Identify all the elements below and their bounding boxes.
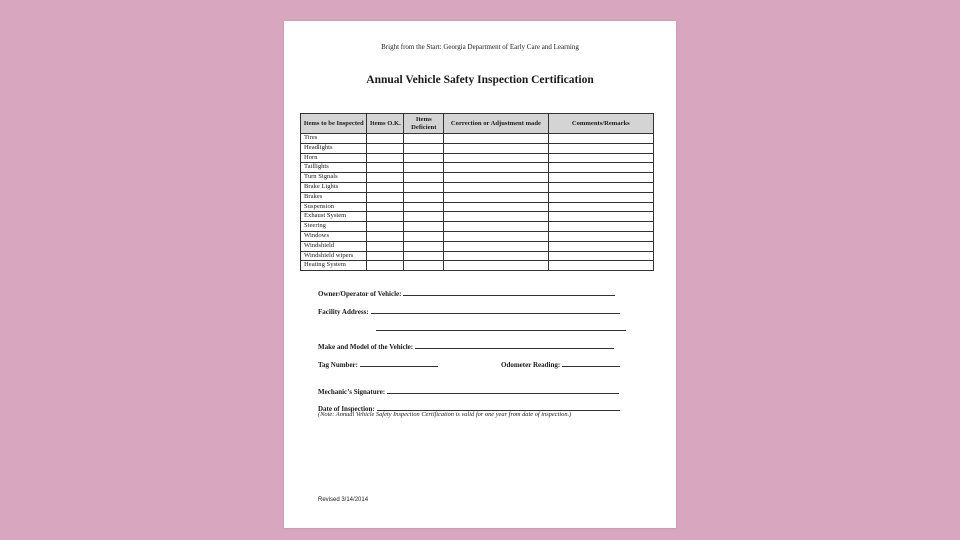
correction-cell[interactable] [444, 173, 548, 183]
inspection-item-label: Windshield wipers [301, 251, 367, 261]
inspection-item-label: Taillights [301, 163, 367, 173]
ok-cell[interactable] [367, 153, 404, 163]
comments-cell[interactable] [548, 251, 653, 261]
inspection-item-label: Brake Lights [301, 182, 367, 192]
deficient-cell[interactable] [404, 251, 444, 261]
table-row [301, 212, 654, 222]
comments-cell[interactable] [548, 173, 653, 183]
ok-cell[interactable] [367, 173, 404, 183]
correction-cell[interactable] [444, 143, 548, 153]
table-row [301, 251, 654, 261]
deficient-cell[interactable] [404, 163, 444, 173]
column-header-comments: Comments/Remarks [548, 114, 653, 134]
tag-input-line[interactable] [360, 359, 438, 367]
deficient-cell[interactable] [404, 192, 444, 202]
ok-cell[interactable] [367, 251, 404, 261]
table-row [301, 231, 654, 241]
ok-cell[interactable] [367, 231, 404, 241]
ok-cell[interactable] [367, 163, 404, 173]
comments-cell[interactable] [548, 182, 653, 192]
deficient-cell[interactable] [404, 202, 444, 212]
correction-cell[interactable] [444, 153, 548, 163]
inspection-item-label: Heating System [301, 261, 367, 271]
ok-cell[interactable] [367, 241, 404, 251]
correction-cell[interactable] [444, 182, 548, 192]
mechanic-signature-line[interactable] [387, 386, 619, 394]
inspection-item-label: Brakes [301, 192, 367, 202]
address-input-line[interactable] [371, 306, 620, 314]
inspection-item-label: Headlights [301, 143, 367, 153]
inspection-item-label: Turn Signals [301, 173, 367, 183]
address-label: Facility Address: [318, 308, 369, 316]
owner-field [318, 288, 615, 298]
comments-cell[interactable] [548, 202, 653, 212]
document-header: Bright from the Start: Georgia Department of Early Care and Learning [381, 43, 579, 51]
odometer-field [501, 359, 620, 369]
comments-cell[interactable] [548, 163, 653, 173]
tag-field [318, 359, 438, 369]
inspection-item-label: Windshield [301, 241, 367, 251]
address-input-line-2[interactable] [376, 323, 626, 331]
table-row [301, 261, 654, 271]
table-header-row [301, 114, 654, 134]
owner-label: Owner/Operator of Vehicle: [318, 290, 402, 298]
ok-cell[interactable] [367, 192, 404, 202]
table-row [301, 153, 654, 163]
deficient-cell[interactable] [404, 212, 444, 222]
inspection-date-label: Date of Inspection: [318, 405, 375, 413]
table-row [301, 163, 654, 173]
table-row [301, 241, 654, 251]
document-page [284, 21, 676, 528]
ok-cell[interactable] [367, 212, 404, 222]
table-row [301, 143, 654, 153]
comments-cell[interactable] [548, 143, 653, 153]
inspection-item-label: Horn [301, 153, 367, 163]
correction-cell[interactable] [444, 163, 548, 173]
deficient-cell[interactable] [404, 143, 444, 153]
ok-cell[interactable] [367, 182, 404, 192]
deficient-cell[interactable] [404, 153, 444, 163]
column-header-deficient: Items Deficient [404, 114, 444, 134]
document-title: Annual Vehicle Safety Inspection Certification [366, 74, 594, 86]
inspection-date-line[interactable] [377, 403, 620, 411]
comments-cell[interactable] [548, 231, 653, 241]
comments-cell[interactable] [548, 241, 653, 251]
correction-cell[interactable] [444, 222, 548, 232]
table-row [301, 134, 654, 144]
deficient-cell[interactable] [404, 261, 444, 271]
ok-cell[interactable] [367, 261, 404, 271]
table-row [301, 173, 654, 183]
mechanic-signature-label: Mechanic’s Signature: [318, 388, 386, 396]
inspection-item-label: Steering [301, 222, 367, 232]
ok-cell[interactable] [367, 202, 404, 212]
odometer-input-line[interactable] [562, 359, 620, 367]
odometer-label: Odometer Reading: [501, 361, 561, 369]
inspection-item-label: Suspension [301, 202, 367, 212]
column-header-ok: Items O.K. [367, 114, 404, 134]
ok-cell[interactable] [367, 134, 404, 144]
tag-label: Tag Number: [318, 361, 358, 369]
address-field-line-2 [376, 323, 626, 333]
correction-cell[interactable] [444, 202, 548, 212]
column-header-correction: Correction or Adjustment made [444, 114, 548, 134]
inspection-table [300, 113, 654, 271]
make-model-input-line[interactable] [415, 341, 614, 349]
deficient-cell[interactable] [404, 134, 444, 144]
correction-cell[interactable] [444, 241, 548, 251]
revision-date: Revised 3/14/2014 [318, 497, 369, 503]
comments-cell[interactable] [548, 134, 653, 144]
deficient-cell[interactable] [404, 241, 444, 251]
comments-cell[interactable] [548, 212, 653, 222]
table-row [301, 192, 654, 202]
comments-cell[interactable] [548, 222, 653, 232]
ok-cell[interactable] [367, 222, 404, 232]
correction-cell[interactable] [444, 192, 548, 202]
mechanic-signature-field [318, 386, 619, 396]
comments-cell[interactable] [548, 192, 653, 202]
table-row [301, 182, 654, 192]
comments-cell[interactable] [548, 153, 653, 163]
column-header-items: Items to be Inspected [301, 114, 367, 134]
table-row [301, 202, 654, 212]
correction-cell[interactable] [444, 231, 548, 241]
correction-cell[interactable] [444, 134, 548, 144]
deficient-cell[interactable] [404, 231, 444, 241]
deficient-cell[interactable] [404, 222, 444, 232]
correction-cell[interactable] [444, 212, 548, 222]
owner-input-line[interactable] [403, 288, 615, 296]
deficient-cell[interactable] [404, 173, 444, 183]
table-row [301, 222, 654, 232]
inspection-item-label: Tires [301, 134, 367, 144]
inspection-item-label: Exhaust System [301, 212, 367, 222]
inspection-item-label: Windows [301, 231, 367, 241]
validity-note: (Note: Annual Vehicle Safety Inspection Certification is valid for one year from date of inspection.) [318, 411, 572, 418]
address-field [318, 306, 620, 316]
correction-cell[interactable] [444, 251, 548, 261]
comments-cell[interactable] [548, 261, 653, 271]
correction-cell[interactable] [444, 261, 548, 271]
make-model-label: Make and Model of the Vehicle: [318, 343, 414, 351]
deficient-cell[interactable] [404, 182, 444, 192]
make-model-field [318, 341, 614, 351]
ok-cell[interactable] [367, 143, 404, 153]
